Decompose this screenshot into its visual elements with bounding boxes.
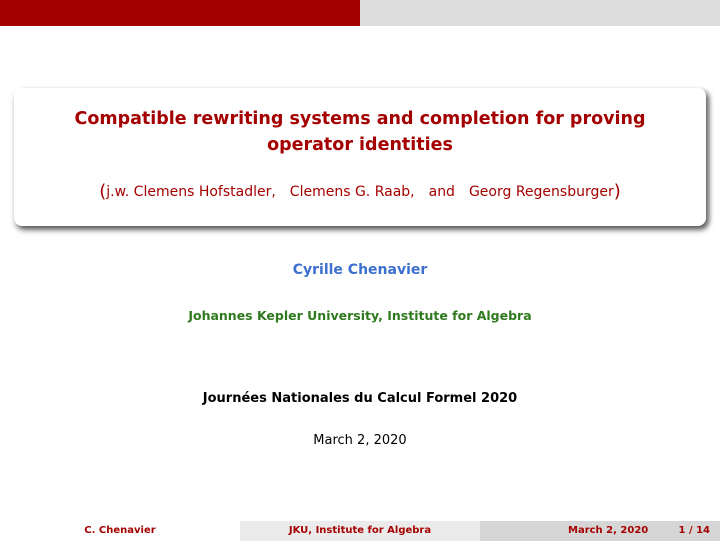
close-paren: ) bbox=[613, 181, 621, 202]
slide-title-line-1: Compatible rewriting systems and completion for proving bbox=[74, 109, 646, 129]
footer-author: C. Chenavier bbox=[0, 521, 240, 541]
top-progress-bar bbox=[0, 0, 720, 26]
presentation-date: March 2, 2020 bbox=[313, 433, 407, 448]
open-paren: ( bbox=[99, 181, 107, 202]
title-block bbox=[14, 88, 706, 226]
top-bar-filled bbox=[0, 0, 360, 26]
author-name: Cyrille Chenavier bbox=[292, 262, 428, 278]
footer-page-number: 1 / 14 bbox=[678, 525, 710, 536]
slide-title-line-2: operator identities bbox=[267, 135, 453, 155]
collaborator-1: j.w. Clemens Hofstadler, bbox=[106, 184, 276, 200]
and-word: and bbox=[428, 184, 455, 200]
top-bar-empty bbox=[360, 0, 720, 26]
footer-date: March 2, 2020 bbox=[568, 525, 649, 536]
footer-institute: JKU, Institute for Algebra bbox=[240, 521, 480, 541]
collaborator-3: Georg Regensburger bbox=[468, 184, 614, 200]
institute-name: Johannes Kepler University, Institute for Algebra bbox=[188, 308, 532, 323]
collaborator-2: Clemens G. Raab, bbox=[289, 184, 415, 200]
slide-title bbox=[14, 106, 706, 158]
footer-bar bbox=[0, 521, 720, 541]
collaborators-line bbox=[14, 181, 706, 202]
footer-right bbox=[480, 521, 720, 541]
event-name: Journées Nationales du Calcul Formel 2020 bbox=[202, 391, 518, 406]
